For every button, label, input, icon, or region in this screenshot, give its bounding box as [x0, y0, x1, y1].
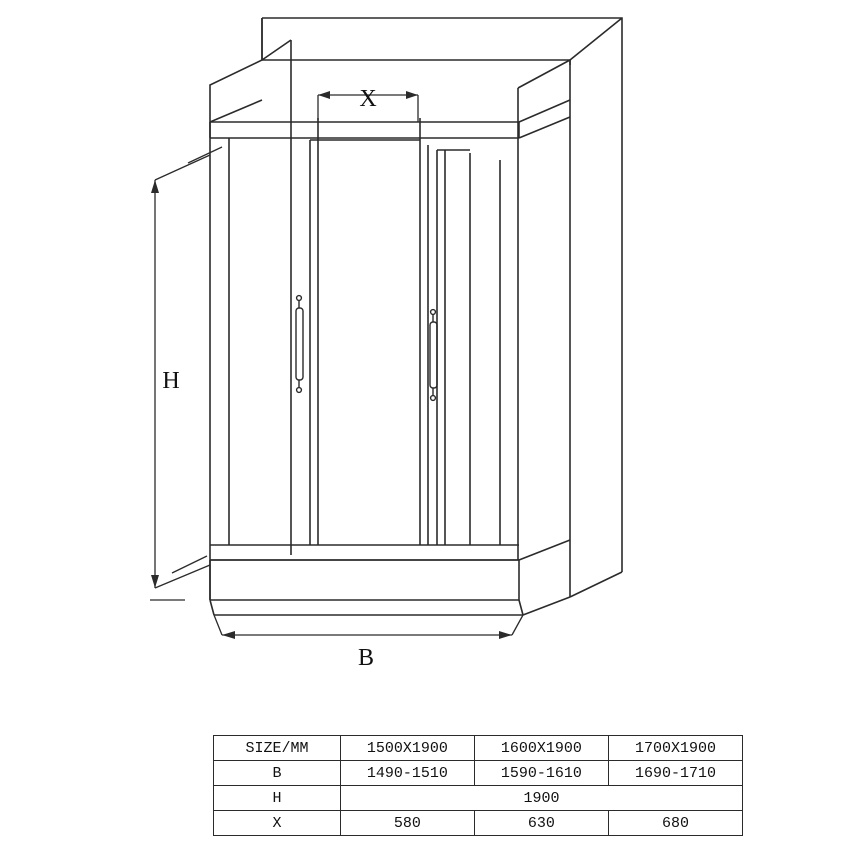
dimension-label-x: X	[359, 86, 377, 112]
glass-panels	[229, 138, 500, 545]
row-label-b: B	[214, 761, 341, 786]
row-label-x: X	[214, 811, 341, 836]
cell-h-merged: 1900	[340, 786, 742, 811]
table-header-size: SIZE/MM	[214, 736, 341, 761]
table-header-row	[214, 736, 743, 761]
cell-b-1: 1590-1610	[474, 761, 608, 786]
dimension-b	[214, 615, 523, 639]
table-header-col-2: 1700X1900	[608, 736, 742, 761]
cell-x-2: 680	[608, 811, 742, 836]
table-row	[214, 761, 743, 786]
table-row	[214, 811, 743, 836]
cell-b-2: 1690-1710	[608, 761, 742, 786]
cell-x-0: 580	[340, 811, 474, 836]
shower-tray	[210, 540, 570, 615]
dimension-label-h: H	[162, 368, 180, 394]
bottom-rail	[210, 545, 519, 560]
cell-b-0: 1490-1510	[340, 761, 474, 786]
row-label-h: H	[214, 786, 341, 811]
dimension-label-b: B	[357, 645, 375, 671]
dimension-h	[150, 147, 222, 600]
table-row	[214, 786, 743, 811]
table-header-col-0: 1500X1900	[340, 736, 474, 761]
right-door-handle	[430, 310, 437, 401]
left-door-handle	[296, 296, 303, 393]
top-rail	[210, 100, 570, 138]
left-wall-face	[262, 18, 291, 555]
table-header-col-1: 1600X1900	[474, 736, 608, 761]
alcove-outline	[210, 18, 622, 600]
size-specification-table	[213, 735, 743, 836]
cell-x-1: 630	[474, 811, 608, 836]
